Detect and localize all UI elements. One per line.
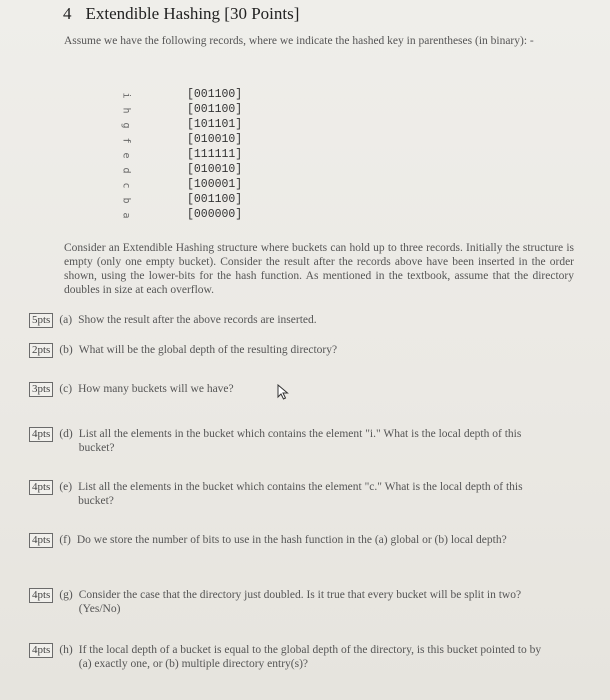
record-row xyxy=(120,193,260,208)
question-text: Show the result after the above records are inserted. xyxy=(78,314,317,326)
record-key: c xyxy=(120,182,132,189)
section-title: Extendible Hashing [30 Points] xyxy=(85,4,300,23)
question-letter: (c) xyxy=(59,383,73,395)
question-letter: (a) xyxy=(59,314,73,326)
record-hash: [010010] xyxy=(187,133,243,146)
points-badge: 5pts xyxy=(29,313,53,328)
section-heading xyxy=(63,4,299,24)
record-hash: [111111] xyxy=(187,148,243,161)
record-key: d xyxy=(120,167,132,174)
record-key: a xyxy=(120,212,132,219)
record-row xyxy=(120,103,260,118)
points-badge: 4pts xyxy=(29,533,53,548)
records-list xyxy=(120,88,260,223)
record-hash: [001100] xyxy=(187,193,243,206)
question-a xyxy=(29,313,548,328)
record-hash: [100001] xyxy=(187,178,243,191)
points-badge: 4pts xyxy=(29,643,53,658)
question-letter: (g) xyxy=(59,589,73,601)
question-text: If the local depth of a bucket is equal to the global depth of the directory, is this bucket pointed to by (a) exactly one, or (b) multiple directory entry(s)? xyxy=(78,644,542,670)
record-hash: [010010] xyxy=(187,163,243,176)
record-row xyxy=(120,133,260,148)
points-badge: 4pts xyxy=(29,480,53,495)
record-key: b xyxy=(120,197,132,204)
question-text: Consider the case that the directory just doubled. Is it true that every bucket will be split in two? (Yes/No) xyxy=(78,589,522,615)
record-row xyxy=(120,163,260,178)
question-text: List all the elements in the bucket which contains the element "c." What is the local depth of this bucket? xyxy=(78,481,523,507)
question-letter: (e) xyxy=(59,481,73,493)
record-row xyxy=(120,208,260,223)
question-b xyxy=(29,343,549,358)
question-letter: (f) xyxy=(59,534,71,546)
record-row xyxy=(120,88,260,103)
record-key: g xyxy=(120,122,132,129)
mouse-pointer-icon xyxy=(277,384,289,400)
points-badge: 2pts xyxy=(29,343,53,358)
question-letter: (d) xyxy=(59,428,73,440)
record-hash: [101101] xyxy=(187,118,243,131)
question-f xyxy=(29,533,547,548)
record-row xyxy=(120,118,260,133)
question-text: What will be the global depth of the resulting directory? xyxy=(78,344,338,356)
points-badge: 4pts xyxy=(29,427,53,442)
question-letter: (h) xyxy=(59,644,73,656)
question-text: How many buckets will we have? xyxy=(78,383,234,395)
question-g xyxy=(29,588,549,616)
record-hash: [000000] xyxy=(187,208,243,221)
intro-text: Assume we have the following records, where we indicate the hashed key in parentheses (in binary): - xyxy=(64,35,534,47)
points-badge: 4pts xyxy=(29,588,53,603)
record-hash: [001100] xyxy=(187,88,243,101)
question-h xyxy=(29,643,549,671)
record-row xyxy=(120,178,260,193)
problem-description: Consider an Extendible Hashing structure where buckets can hold up to three records. Initially the structure is empty (only one empty bucket). Consider the result after the records above have been inserted in the order shown, using the lower-bits for the hash function. As mentioned in the textbook, assume that the directory doubles in size at each overflow. xyxy=(64,242,574,296)
question-letter: (b) xyxy=(59,344,73,356)
record-hash: [001100] xyxy=(187,103,243,116)
record-row xyxy=(120,148,260,163)
question-text: Do we store the number of bits to use in the hash function in the (a) global or (b) local depth? xyxy=(76,534,507,546)
record-key: h xyxy=(120,107,132,114)
record-key: f xyxy=(120,137,132,144)
section-number: 4 xyxy=(63,4,72,23)
question-text: List all the elements in the bucket which contains the element "i." What is the local depth of this bucket? xyxy=(78,428,522,454)
question-d xyxy=(29,427,549,455)
record-key: e xyxy=(120,152,132,159)
question-e xyxy=(29,480,548,508)
record-key: i xyxy=(120,92,132,99)
points-badge: 3pts xyxy=(29,382,53,397)
